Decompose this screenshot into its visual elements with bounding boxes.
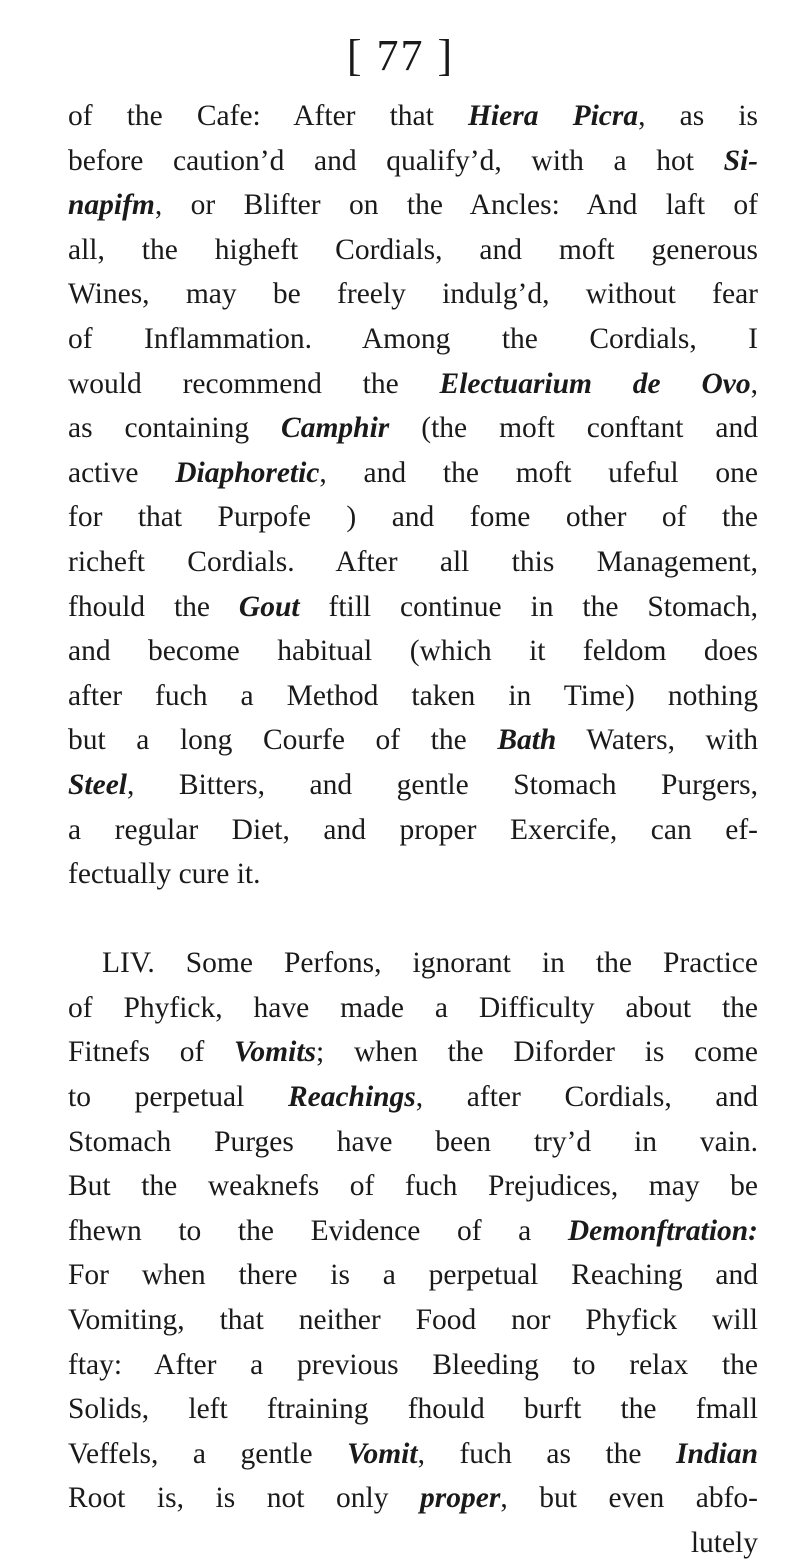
italic-term: napifm [68, 189, 155, 222]
text-line [68, 1209, 758, 1254]
text-line [68, 317, 758, 362]
italic-term: Bath [497, 724, 557, 757]
text-line [68, 1075, 758, 1120]
text-run: fectually cure it. [68, 858, 261, 891]
text-line [68, 808, 758, 853]
text-run: , and the moft ufeful one [319, 456, 758, 489]
text-run: and become habitual (which it feldom does [68, 635, 758, 668]
text-run: a regular Diet, and proper Exercife, can ef- [68, 813, 758, 846]
page-text [68, 94, 758, 1566]
text-run: for that Purpofe ) and fome other of the [68, 501, 758, 534]
text-run: as containing [68, 412, 282, 445]
text-line [68, 1343, 758, 1388]
italic-term: Demonftration: [567, 1214, 758, 1247]
text-run: , Bitters, and gentle Stomach Purgers, [127, 768, 758, 801]
text-line [68, 1298, 758, 1343]
text-run: Root is, is not only [68, 1482, 421, 1515]
text-line [68, 852, 758, 897]
text-run: fhould the [68, 590, 239, 623]
catchword: lutely [690, 1527, 758, 1559]
italic-term: Steel [68, 768, 127, 801]
text-run: Vomiting, that neither Food nor Phyfick will [68, 1304, 758, 1337]
text-run: , but even abfo- [500, 1482, 758, 1515]
text-line [68, 941, 758, 986]
text-run: Veffels, a gentle [68, 1437, 348, 1470]
text-run: richeft Cordials. After all this Management, [68, 545, 758, 578]
text-run: , as is [638, 100, 758, 132]
italic-term: Camphir [281, 412, 390, 445]
text-run: of Inflammation. Among the Cordials, I [68, 322, 758, 355]
text-line [68, 94, 758, 139]
page-number: [ 77 ] [346, 31, 455, 80]
text-run: Solids, left ftraining fhould burft the fmall [68, 1393, 758, 1426]
text-line [68, 540, 758, 585]
italic-term: Diaphoretic [175, 456, 320, 489]
text-line [68, 629, 758, 674]
text-run: all, the higheft Cordials, and moft generous [68, 233, 758, 266]
text-line [68, 406, 758, 451]
text-run: , after Cordials, and [415, 1081, 758, 1114]
text-line [68, 1432, 758, 1477]
text-run: Waters, with [556, 724, 758, 757]
text-line [68, 585, 758, 630]
text-line [68, 139, 758, 184]
text-line [68, 1253, 758, 1298]
text-line [68, 495, 758, 540]
text-run: would recommend the [68, 367, 440, 400]
text-line [68, 1387, 758, 1432]
text-run: before caution’d and qualify’d, with a hot [68, 144, 724, 177]
text-run: But the weaknefs of fuch Prejudices, may be [68, 1170, 758, 1203]
text-run: ftill continue in the Stomach, [299, 590, 758, 623]
text-line [68, 272, 758, 317]
text-run: , or Blifter on the Ancles: And laft of [154, 189, 758, 222]
italic-term: Indian [676, 1437, 759, 1470]
text-line [68, 1030, 758, 1075]
text-line [68, 718, 758, 763]
italic-term: proper [420, 1482, 501, 1515]
italic-term: Si- [723, 144, 758, 177]
text-run: but a long Courfe of the [68, 724, 498, 757]
paragraph-gap [68, 897, 758, 942]
italic-term: Electuarium de Ovo [439, 367, 751, 400]
text-run: For when there is a perpetual Reaching and [68, 1259, 758, 1292]
text-line [68, 1476, 758, 1521]
italic-term: Gout [238, 590, 300, 623]
text-run: after fuch a Method taken in Time) nothing [68, 679, 758, 712]
text-run: , fuch as the [417, 1437, 677, 1470]
text-line [68, 986, 758, 1031]
text-line [68, 362, 758, 407]
text-line [68, 228, 758, 273]
text-line [68, 1164, 758, 1209]
text-line [68, 183, 758, 228]
text-line [68, 674, 758, 719]
text-line [68, 763, 758, 808]
text-line [68, 1120, 758, 1165]
text-run: of Phyfick, have made a Difficulty about the [68, 991, 758, 1024]
text-run: to perpetual [68, 1081, 288, 1114]
text-run: of the Cafe: After that [68, 100, 468, 132]
text-run: (the moft conftant and [389, 412, 758, 445]
text-run: Wines, may be freely indulg’d, without fear [68, 278, 758, 311]
text-run: LIV. Some Perfons, ignorant in the Practice [102, 947, 758, 980]
text-run: ; when the Diforder is come [316, 1036, 758, 1069]
italic-term: Vomits [234, 1036, 316, 1069]
italic-term: Hiera Picra [467, 100, 639, 132]
text-run: active [68, 456, 176, 489]
text-run: Fitnefs of [68, 1036, 235, 1069]
text-run: , [750, 367, 758, 400]
text-run: fhewn to the Evidence of a [68, 1214, 568, 1247]
text-run: Stomach Purges have been try’d in vain. [68, 1125, 758, 1158]
text-line [68, 451, 758, 496]
text-run: ftay: After a previous Bleeding to relax the [68, 1348, 758, 1381]
italic-term: Vomit [347, 1437, 418, 1470]
italic-term: Reachings [287, 1081, 416, 1114]
